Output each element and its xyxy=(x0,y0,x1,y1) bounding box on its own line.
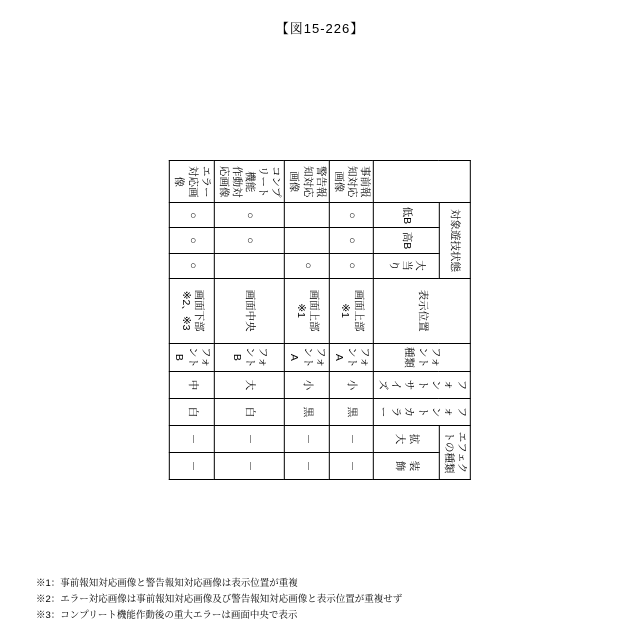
cell-high-b: ○ xyxy=(214,228,285,253)
row-label: 事前報知対応画像 xyxy=(329,161,373,203)
table-body xyxy=(170,161,374,480)
cell-font-size: 中 xyxy=(170,372,214,399)
cell-big-win: ○ xyxy=(329,253,373,278)
cell-high-b: ○ xyxy=(170,228,214,253)
header-target-state-group: 対象遊技状態 xyxy=(439,203,470,278)
cell-font-type: フォント B xyxy=(214,343,285,371)
cell-effect-zoom: － xyxy=(214,425,285,452)
cell-high-b: ○ xyxy=(329,228,373,253)
footnote-1: ※1：事前報知対応画像と警告報知対応画像は表示位置が重複 xyxy=(36,577,298,589)
cell-effect-zoom: － xyxy=(329,425,373,452)
cell-low-b: ○ xyxy=(329,203,373,228)
spec-table xyxy=(169,160,471,480)
header-big-win: 大当り xyxy=(373,253,439,278)
cell-font-color: 黒 xyxy=(285,398,329,425)
cell-font-size: 大 xyxy=(214,372,285,399)
cell-low-b: ○ xyxy=(214,203,285,228)
cell-display-position: 画面上部 ※1 xyxy=(329,278,373,343)
header-effect-decor: 装飾 xyxy=(373,452,439,479)
cell-big-win: ○ xyxy=(170,253,214,278)
cell-font-size: 小 xyxy=(285,372,329,399)
cell-high-b xyxy=(285,228,329,253)
cell-font-type: フォント A xyxy=(329,343,373,371)
row-label: コンプリート機能 作動対応画像 xyxy=(214,161,285,203)
table-row xyxy=(329,161,373,480)
header-font-type: フォント 種類 xyxy=(373,343,470,371)
cell-big-win: ○ xyxy=(285,253,329,278)
footnotes xyxy=(36,576,402,624)
cell-low-b xyxy=(285,203,329,228)
header-display-position: 表示位置 xyxy=(373,278,470,343)
cell-font-size: 小 xyxy=(329,372,373,399)
row-label: エラー 対応画像 xyxy=(170,161,214,203)
cell-effect-zoom: － xyxy=(285,425,329,452)
header-font-color: フォント カラー xyxy=(373,398,470,425)
cell-font-type: フォント B xyxy=(170,343,214,371)
spec-table-container xyxy=(169,160,471,480)
cell-font-color: 白 xyxy=(170,398,214,425)
footnote-3: ※3：コンプリート機能作動後の重大エラーは画面中央で表示 xyxy=(36,609,298,621)
cell-effect-decor: － xyxy=(285,452,329,479)
cell-font-type: フォント A xyxy=(285,343,329,371)
header-effect-group: エフェクトの種類 xyxy=(439,425,470,479)
table-row xyxy=(285,161,329,480)
cell-effect-zoom: － xyxy=(170,425,214,452)
row-label: 警告報知対応画像 xyxy=(285,161,329,203)
cell-effect-decor: － xyxy=(170,452,214,479)
cell-low-b: ○ xyxy=(170,203,214,228)
figure-title: 【図15-226】 xyxy=(275,21,365,36)
cell-effect-decor: － xyxy=(214,452,285,479)
cell-display-position: 画面上部 ※1 xyxy=(285,278,329,343)
header-effect-zoom: 拡大 xyxy=(373,425,439,452)
cell-effect-decor: － xyxy=(329,452,373,479)
header-font-size: フォント サイズ xyxy=(373,372,470,399)
cell-display-position: 画面中央 xyxy=(214,278,285,343)
cell-display-position: 画面下部 ※2、※3 xyxy=(170,278,214,343)
table-head xyxy=(373,161,470,480)
cell-big-win xyxy=(214,253,285,278)
header-low-b: 低B xyxy=(373,203,439,228)
header-high-b: 高B xyxy=(373,228,439,253)
header-row-label-blank xyxy=(373,161,470,203)
table-row xyxy=(170,161,214,480)
cell-font-color: 白 xyxy=(214,398,285,425)
cell-font-color: 黒 xyxy=(329,398,373,425)
footnote-2: ※2：エラー対応画像は事前報知対応画像及び警告報知対応画像と表示位置が重複せず xyxy=(36,593,403,605)
table-header-row-1 xyxy=(439,161,470,480)
table-row xyxy=(214,161,285,480)
